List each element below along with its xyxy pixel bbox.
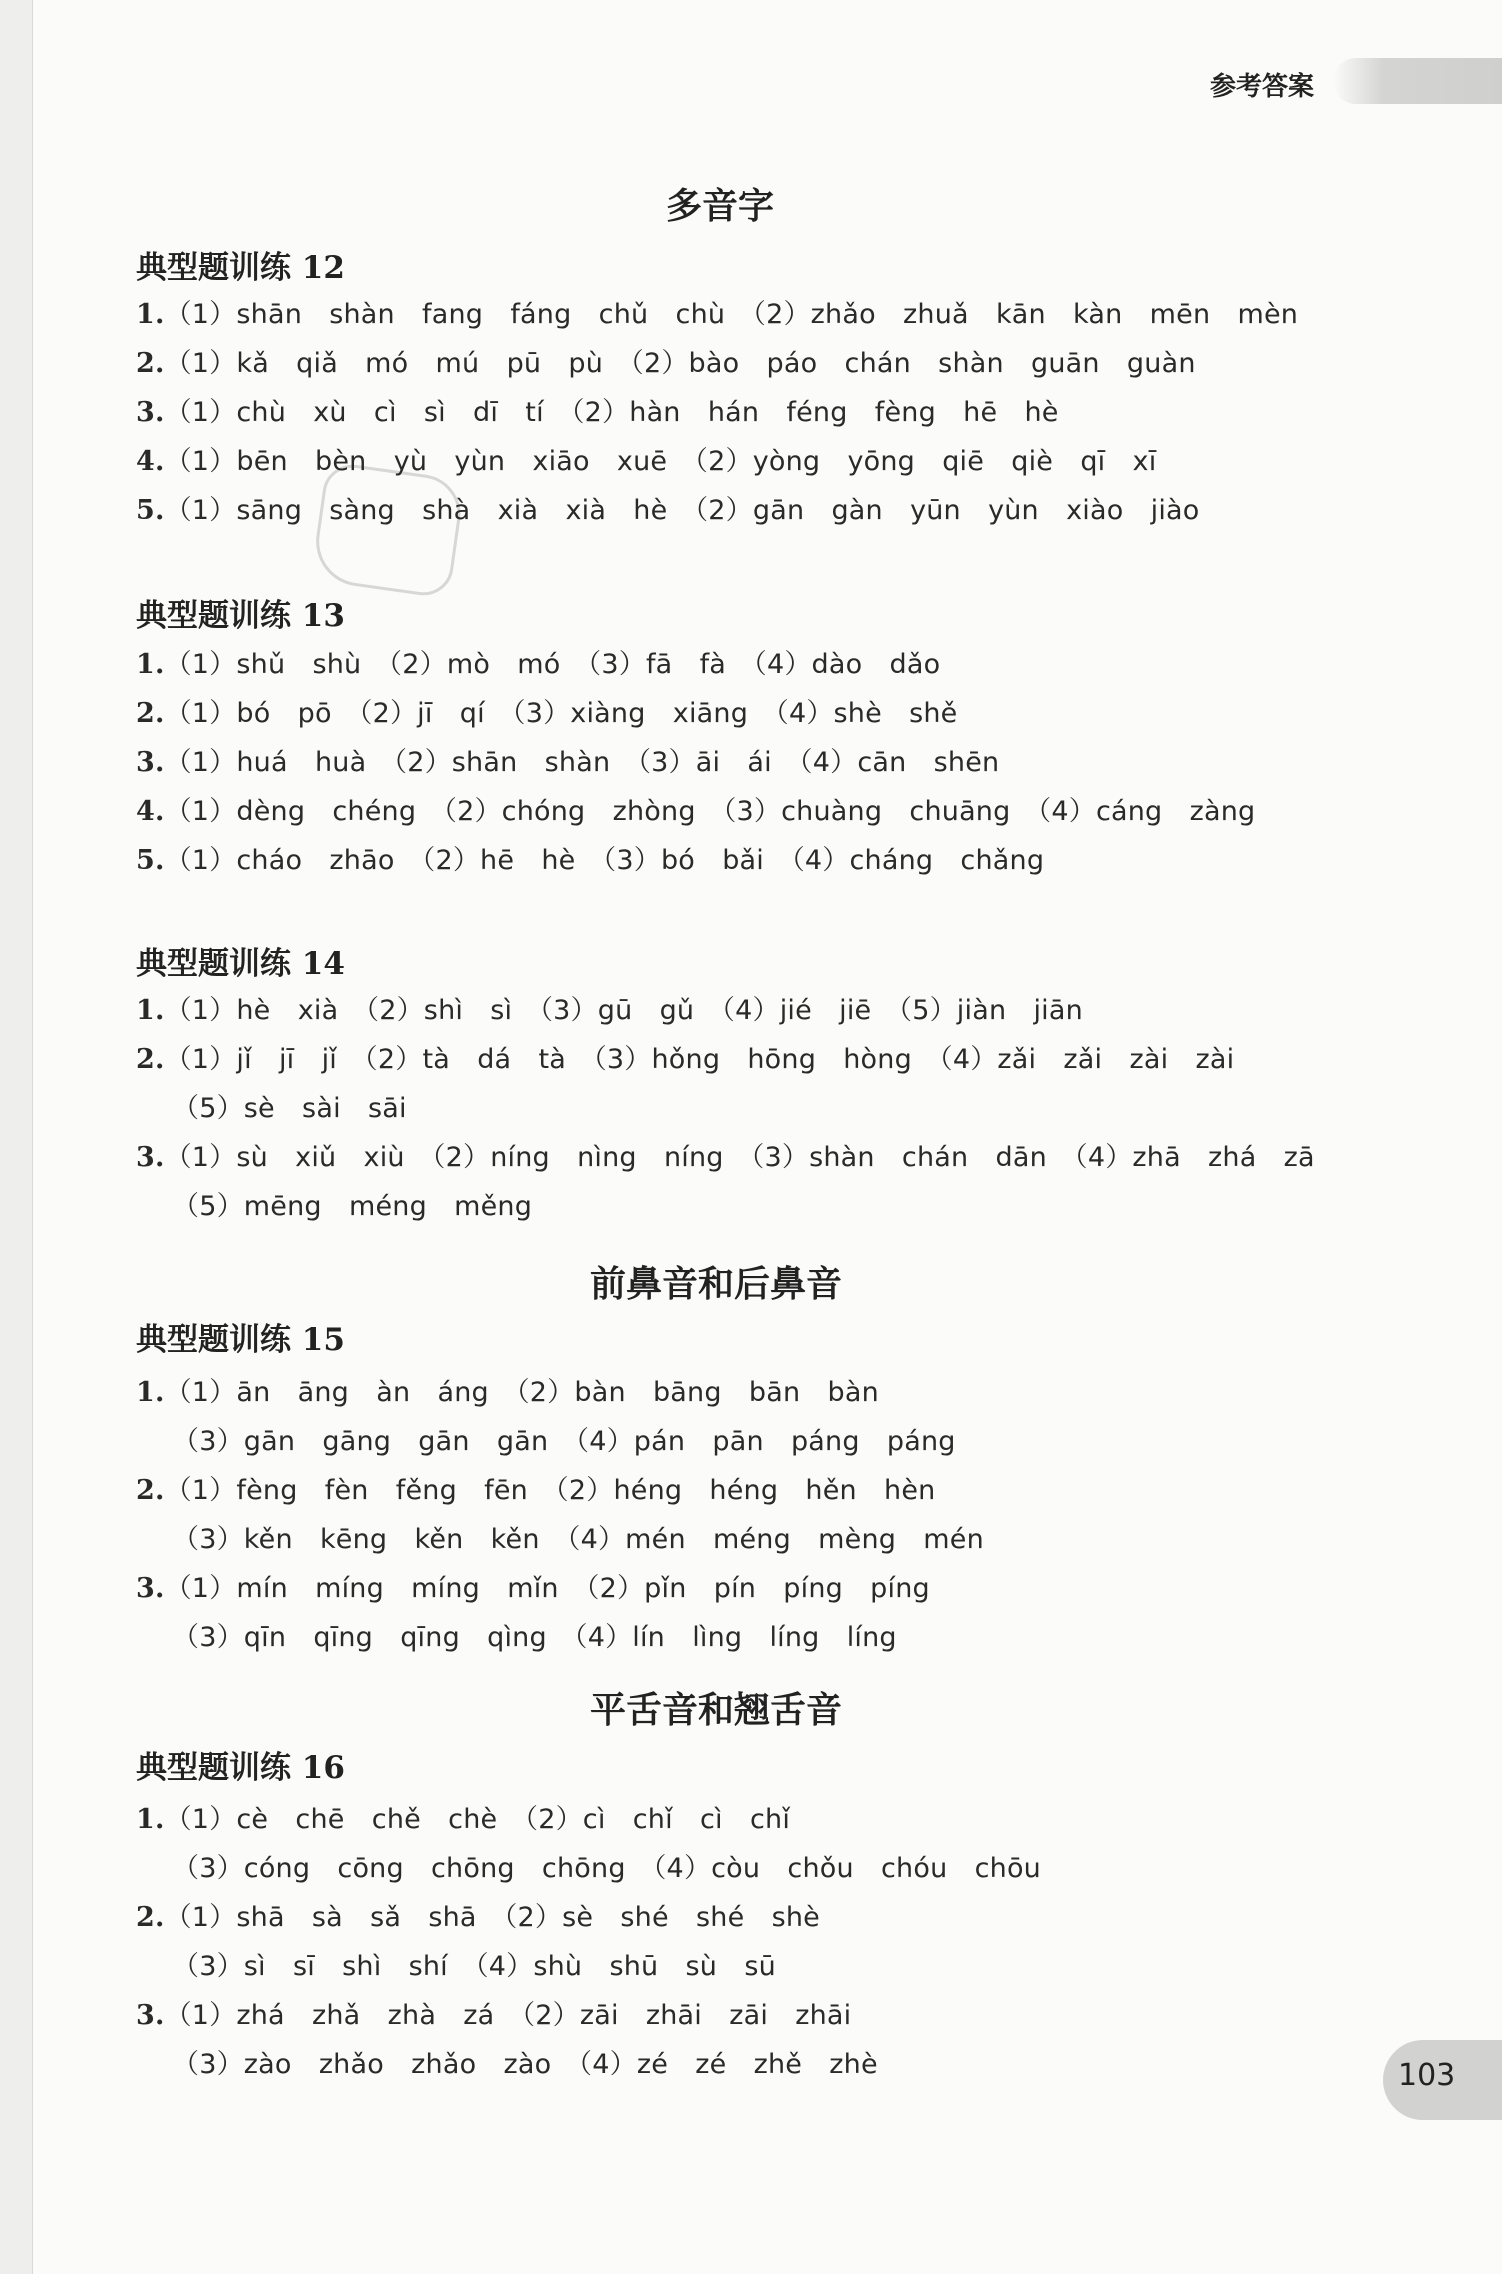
answer-text: （1）chù xù cì sì dī tí （2）hàn hán féng fèng hē hè [164, 397, 1059, 428]
answer-line [136, 488, 1200, 527]
section-title-retroflex: 平舌音和翘舌音 [590, 1689, 843, 1731]
answer-text: （3）kěn kēng kěn kěn （4）mén méng mèng mén [172, 1524, 984, 1555]
page-edge [0, 0, 32, 2274]
question-number: 3. [136, 747, 165, 778]
answer-text: （1）kǎ qiǎ mó mú pū pù （2）bào páo chán shàn guān guàn [164, 348, 1196, 379]
answer-line [136, 1135, 1315, 1174]
answer-line [172, 1419, 956, 1458]
answer-line [136, 1797, 790, 1836]
answer-line [172, 1086, 407, 1125]
exercise-title: 典型题训练 12 [136, 250, 345, 286]
answer-text: （1）mín míng míng mǐn （2）pǐn pín píng píng [164, 1573, 930, 1604]
question-number: 1. [136, 299, 165, 330]
answer-text: （3）zào zhǎo zhǎo zào （4）zé zé zhě zhè [172, 2049, 878, 2080]
answer-line [136, 390, 1059, 429]
question-number: 1. [136, 995, 165, 1026]
header-label: 参考答案 [1210, 72, 1315, 102]
answer-line [136, 1468, 935, 1507]
answer-line [136, 740, 999, 779]
answer-line [172, 1184, 532, 1223]
question-number: 5. [136, 845, 165, 876]
answer-text: （1）ān āng àn áng （2）bàn bāng bān bàn [164, 1377, 879, 1408]
answer-text: （1）fèng fèn fěng fēn （2）héng héng hěn hèn [164, 1475, 936, 1506]
answer-line [136, 1370, 879, 1409]
answer-line [136, 642, 940, 681]
exercise-title: 典型题训练 16 [136, 1750, 345, 1786]
answer-text: （3）cóng cōng chōng chōng （4）còu chǒu chóu chōu [172, 1853, 1041, 1884]
answer-line [172, 1944, 776, 1983]
answer-line [136, 1566, 930, 1605]
answer-line [136, 439, 1156, 478]
answer-line [136, 341, 1196, 380]
question-number: 1. [136, 1804, 165, 1835]
answer-text: （1）shǔ shù （2）mò mó （3）fā fà （4）dào dǎo [164, 649, 941, 680]
question-number: 3. [136, 1142, 165, 1173]
question-number: 2. [136, 698, 165, 729]
answer-line [136, 1993, 851, 2032]
question-number: 5. [136, 495, 165, 526]
answer-text: （1）bó pō （2）jī qí （3）xiàng xiāng （4）shè shě [164, 698, 958, 729]
question-number: 2. [136, 1475, 165, 1506]
answer-text: （1）bēn bèn yù yùn xiāo xuē （2）yòng yōng qiē qiè qī xī [164, 446, 1157, 477]
answer-text: （1）zhá zhǎ zhà zá （2）zāi zhāi zāi zhāi [164, 2000, 852, 2031]
answer-line [136, 789, 1255, 828]
answer-text: （1）shā sà sǎ shā （2）sè shé shé shè [164, 1902, 820, 1933]
question-number: 2. [136, 1902, 165, 1933]
answer-line [136, 292, 1298, 331]
answer-text: （1）jǐ jī jǐ （2）tà dá tà （3）hǒng hōng hòng （4）zǎi zǎi zài zài [164, 1044, 1235, 1075]
answer-text: （1）cè chē chě chè （2）cì chǐ cì chǐ [164, 1804, 791, 1835]
question-number: 4. [136, 446, 165, 477]
page-number: 103 [1398, 2058, 1456, 2093]
section-title-polyphonic: 多音字 [666, 185, 775, 227]
answer-line [136, 691, 958, 730]
answer-text: （3）sì sī shì shí （4）shù shū sù sū [172, 1951, 776, 1982]
answer-text: （1）hè xià （2）shì sì （3）gū gǔ （4）jié jiē （5）jiàn jiān [164, 995, 1083, 1026]
question-number: 3. [136, 1573, 165, 1604]
answer-line [172, 1846, 1041, 1885]
answer-text: （5）mēng méng měng [172, 1191, 533, 1222]
answer-text: （3）qīn qīng qīng qìng （4）lín lìng líng líng [172, 1622, 897, 1653]
question-number: 2. [136, 1044, 165, 1075]
answer-text: （5）sè sài sāi [172, 1093, 407, 1124]
exercise-title: 典型题训练 15 [136, 1322, 345, 1358]
answer-line [136, 988, 1083, 1027]
question-number: 2. [136, 348, 165, 379]
answer-line [136, 1037, 1234, 1076]
answer-text: （1）dèng chéng （2）chóng zhòng （3）chuàng chuāng （4）cáng zàng [164, 796, 1256, 827]
answer-line [172, 2042, 878, 2081]
answer-text: （1）huá huà （2）shān shàn （3）āi ái （4）cān shēn [164, 747, 1000, 778]
answer-text: （1）sāng sàng shà xià xià hè （2）gān gàn yūn yùn xiào jiào [164, 495, 1200, 526]
question-number: 4. [136, 796, 165, 827]
exercise-title: 典型题训练 14 [136, 946, 345, 982]
question-number: 3. [136, 397, 165, 428]
answer-text: （3）gān gāng gān gān （4）pán pān páng páng [172, 1426, 956, 1457]
answer-line [136, 838, 1044, 877]
answer-text: （1）shān shàn fang fáng chǔ chù （2）zhǎo zhuǎ kān kàn mēn mèn [164, 299, 1299, 330]
section-title-nasals: 前鼻音和后鼻音 [590, 1263, 843, 1305]
answer-line [172, 1517, 984, 1556]
question-number: 1. [136, 1377, 165, 1408]
answer-text: （1）sù xiǔ xiù （2）níng nìng níng （3）shàn chán dān （4）zhā zhá zā [164, 1142, 1315, 1173]
exercise-title: 典型题训练 13 [136, 598, 345, 634]
question-number: 1. [136, 649, 165, 680]
header-bar [1333, 58, 1502, 104]
answer-line [172, 1615, 897, 1654]
answer-line [136, 1895, 820, 1934]
question-number: 3. [136, 2000, 165, 2031]
answer-text: （1）cháo zhāo （2）hē hè （3）bó bǎi （4）cháng chǎng [164, 845, 1045, 876]
